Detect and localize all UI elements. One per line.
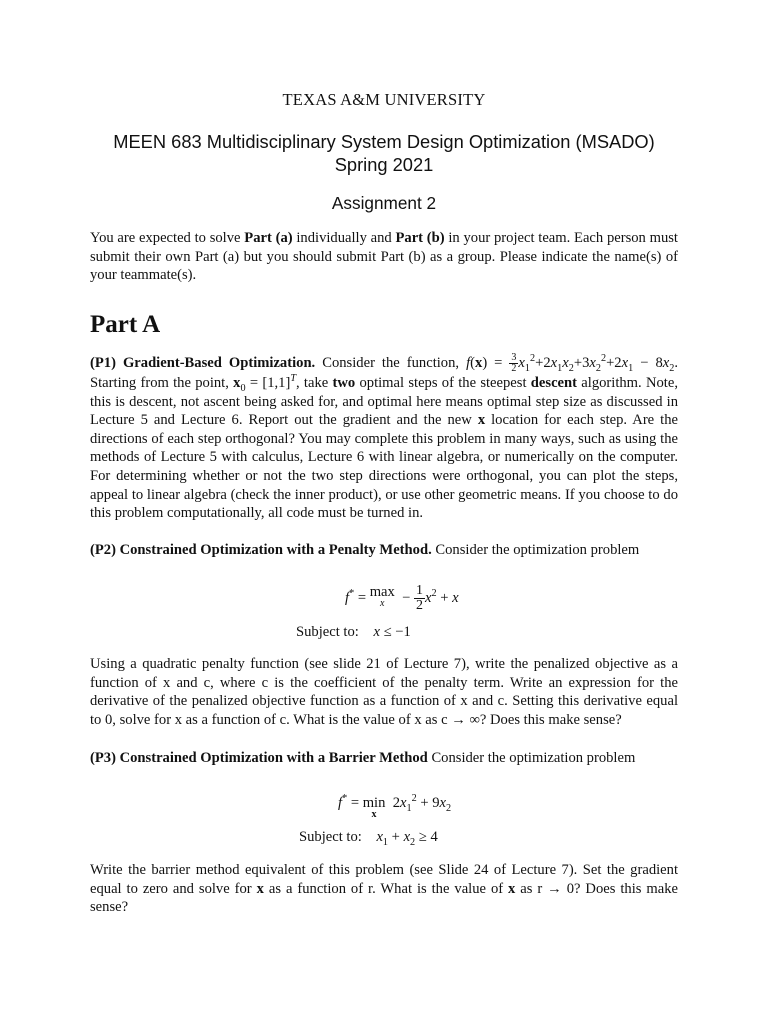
p2-body: Using a quadratic penalty function (see slide 21 of Lecture 7), write the penalized objective as a function of x and c, where c is the coefficient of the penalty term. Write an expression for the derivative of the penalized objective function as a function of x and c. Setting this derivative equal to 0, solve for x as a function of c. What is the value of x as c → ∞? Does this make sense? [90,656,678,728]
p2-subject-to: Subject to: [296,624,359,640]
p1-text-1: Consider the function, [315,354,467,371]
p3-title: (P3) Constrained Optimization with a Barrier Method [90,750,428,766]
problem-p2-intro [90,541,678,560]
p3-body [90,861,678,917]
p1-text-3: , take [296,375,333,391]
course-title-line2: Spring 2021 [334,154,434,175]
part-a-heading: Part A [90,311,161,338]
p2-constraint: Subject to: x ≤ −1 [296,624,411,640]
p2-title: (P2) Constrained Optimization with a Penalty Method. [90,542,432,558]
p3-body-text-1: Write the barrier method equivalent of this problem (see Slide 24 of Lecture 7). Set the gradient equal to zero and solve for [90,862,678,897]
p1-title: (P1) Gradient-Based Optimization. [90,354,316,371]
assignment-title: Assignment 2 [331,193,437,213]
p3-x-bold-2: x [508,880,516,897]
intro-part-b-bold: Part (b) [395,230,445,246]
p3-subject-to: Subject to: [299,829,362,845]
university-name: TEXAS A&M UNIVERSITY [282,90,486,109]
p1-text-2: Starting from the point, [90,375,234,391]
p1-x-bold: x [477,412,486,429]
p3-objective-equation: f* = min x $2x_1^2 + 9x_2$ [338,793,452,820]
p1-two-bold: two [332,375,356,391]
p1-descent-bold: descent [530,375,578,391]
p1-text-5: algorithm. Note, this is descent, not ascent being asked for, and optimal here means optimal step size as discussed in Lecture 5 and Lecture 6. Report out the gradient and the new [90,375,678,429]
p1-start-point: $x_0 = [1,1]^T$ [233,373,296,394]
course-title [0,130,768,176]
intro-paragraph [90,229,678,285]
intro-text-2: individually and [292,230,396,246]
intro-text-3: in your project team. Each person must submit their own Part (a) but you should submit Part (b) as a group. Please indicate the name(s) of your teammate(s). [90,230,678,284]
p1-function-formula: f(x) = $\frac{3}{2}$ $x_1^2+2x_1x_2+3x_2^2+2x_1 - 8x_2$. [466,352,678,374]
p2-objective-equation: f* = max x − $\frac{1}{2}$ $x^2 + x$ [345,583,459,613]
p3-x-bold-1: x [256,880,264,897]
p1-text-6: location for each step. Are the directions of each step orthogonal? You may complete this problem in many ways, such as using the methods of Lecture 5 with calculus, Lecture 6 with linear algebra, or numerically on the computer. For determining whether or not the two step directions were orthogonal, you can plot the steps, appeal to linear algebra (check the inner product), or use other geometric means. If you choose to do this problem computationally, all code must be turned in. [90,412,678,522]
intro-part-a-bold: Part (a) [244,230,293,246]
p3-constraint: Subject to: $x_1 + x_2 \ge 4$ [299,829,438,848]
p3-text-1: Consider the optimization problem [427,750,636,766]
course-title-line1: MEEN 683 Multidisciplinary System Design Optimization (MSADO) [113,131,655,152]
p2-text-1: Consider the optimization problem [431,542,640,558]
problem-p1 [90,353,678,523]
p3-body-text-3: as r → 0? Does this make sense? [90,880,678,916]
p3-body-text-2: as a function of r. What is the value of [263,880,509,897]
p1-text-4: optimal steps of the steepest [355,375,531,391]
intro-text-1: You are expected to solve [90,230,245,246]
problem-p3-intro [90,749,678,768]
